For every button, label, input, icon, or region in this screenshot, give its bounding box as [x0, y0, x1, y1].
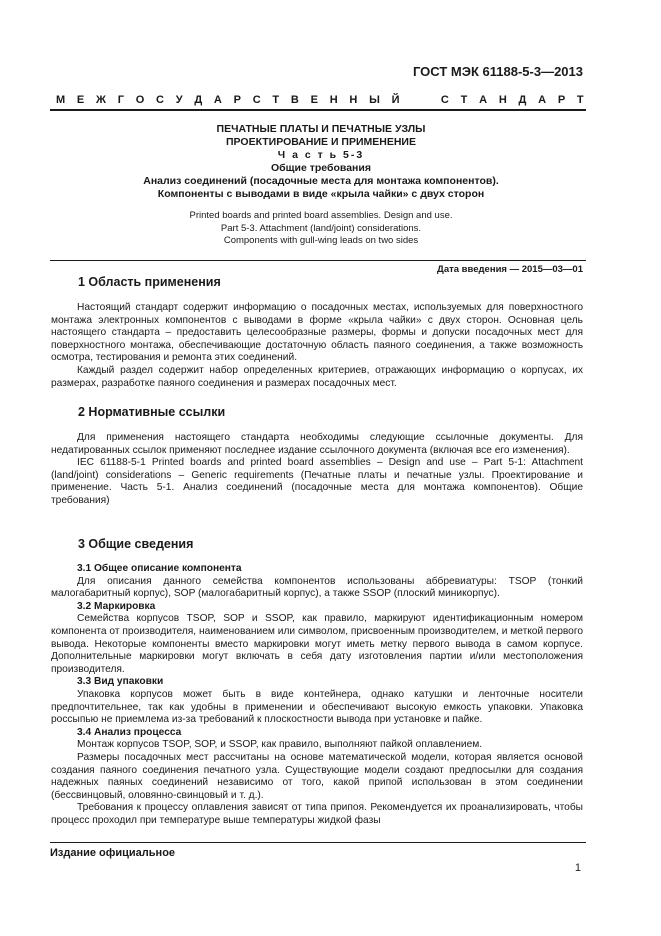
title-line-1: ПЕЧАТНЫЕ ПЛАТЫ И ПЕЧАТНЫЕ УЗЛЫ [216, 123, 426, 135]
banner-letter: У [175, 94, 183, 106]
banner-letter [411, 94, 414, 106]
section-2-paragraph-1: Для применения настоящего стандарта необходимы следующие ссылочные документы. Для недатированных ссылок применяют последнее издание ссылочного документа (включая все его изменения). [51, 432, 583, 456]
banner-letter: Т [576, 94, 584, 106]
banner-letter: Т [272, 94, 280, 106]
banner-letter: Ы [369, 94, 380, 106]
banner-letter: С [252, 94, 261, 106]
banner-letter: С [440, 94, 449, 106]
banner-letter: Е [310, 94, 318, 106]
title-line-5: Анализ соединений (посадочные места для монтажа компонентов). [143, 175, 499, 187]
english-title-line-3: Components with gull-wing leads on two sides [223, 235, 419, 246]
english-title-line-2: Part 5-3. Attachment (land/joint) considerations. [220, 222, 422, 234]
banner-letter: Г [117, 94, 124, 106]
section-1-heading: 1 Область применения [78, 275, 221, 289]
section-1-paragraph-1: Настоящий стандарт содержит информацию о посадочных местах, используемых для поверхностного монтажа электронных компонентов с выводами в форме «крыла чайки» с двух сторон. Основная цель настоящего стандарта – предоставить целесообразные размеры, формы и допуски посадочных мест для поверхностного монтажа, обеспечивающие достаточную область паяного соединения, а также возможность осмотра, тестирования и ремонта этих соединений. [51, 302, 583, 364]
banner-letter: А [538, 94, 547, 106]
standard-code: ГОСТ МЭК 61188-5-3—2013 [412, 64, 583, 79]
banner-letter: М [56, 94, 66, 106]
section-3-body [51, 563, 583, 827]
section-2-paragraph-2: IEC 61188-5-1 Printed boards and printed board assemblies – Design and use – Part 5-1: Attachment (land/joint) considerations – Generic requirements (Печатные платы и печатные узлы. Проектирование и применение. Часть 5-1. Анализ соединений (посадочные места для монтажа компонентов). Общие требования) [51, 457, 583, 506]
subsection-3-2-title: 3.2 Маркировка [77, 600, 156, 612]
banner-letter: Н [329, 94, 338, 106]
subsection-3-3-title: 3.3 Вид упаковки [77, 676, 164, 688]
section-3-heading: 3 Общие сведения [78, 537, 194, 551]
title-line-6: Компоненты с выводами в виде «крыла чайки» с двух сторон [157, 188, 485, 200]
title-rule [50, 260, 586, 261]
standard-banner [56, 94, 584, 106]
english-title [60, 210, 582, 248]
banner-letter: С [156, 94, 164, 106]
banner-letter [426, 94, 429, 106]
subsection-3-1-text: Для описания данного семейства компонентов использованы аббревиатуры: TSOP (тонкий малогабаритный корпус), SOP (малогабаритный корпус), а также SSOP (плоский миникорпус). [51, 575, 583, 600]
banner-letter: Р [233, 94, 241, 106]
banner-letter: Т [460, 94, 468, 106]
footer-rule [50, 842, 586, 843]
banner-letter: А [213, 94, 222, 106]
introduction-date: Дата введения — 2015—03—01 [437, 264, 583, 275]
section-2-body [51, 432, 583, 508]
banner-letter: Н [349, 94, 358, 106]
subsection-3-2-text: Семейства корпусов TSOP, SOP и SSOP, как правило, маркируют идентификационным номером компонента от производителя, наименованием или символом, присвоенным производителем, и меткой первого вывода. Некоторые компоненты вместо маркировки могут иметь метку первого вывода в самом корпусе. Дополнительные маркировки могут включать в себя дату изготовления партии и/или местоположения производителя. [51, 613, 583, 675]
banner-letter: Д [518, 94, 527, 106]
banner-letter: Р [557, 94, 566, 106]
subsection-3-3-text: Упаковка корпусов может быть в виде контейнера, однако катушки и ленточные носители предпочтительнее, так как удобны в применении и обеспечивают высокую емкость упаковки. Упаковка россыпью не приемлема из-за требований к плоскостности вывода при установке и пайке. [51, 688, 583, 726]
title-line-2: ПРОЕКТИРОВАНИЕ И ПРИМЕНЕНИЕ [226, 136, 416, 148]
section-1-paragraph-2: Каждый раздел содержит набор определенных критериев, отражающих информацию о корпусах, их размерах, разработке паяного соединения и размерах посадочных мест. [51, 364, 583, 389]
official-edition-label: Издание официальное [50, 847, 176, 859]
banner-letter: Д [194, 94, 203, 106]
title-line-3: Ч а с т ь 5-3 [277, 149, 365, 161]
section-2-heading: 2 Нормативные ссылки [78, 405, 226, 419]
banner-letter: В [290, 94, 299, 106]
banner-letter: О [135, 94, 145, 106]
subsection-3-4-paragraph-1: Монтаж корпусов TSOP, SOP, и SSOP, как правило, выполняют пайкой оплавлением. [77, 739, 483, 751]
banner-letter: Й [391, 94, 400, 106]
subsection-3-4-paragraph-2: Размеры посадочных мест рассчитаны на основе математической модели, которая является основой создания паяного соединения печатного узла. Существующие модели создают предпосылки для создания надежных паяных соединений независимо от того, какой припой использован в этом соединении (бессвинцовый, оловянно-свинцовый и т. д.). [51, 751, 583, 801]
page-number: 1 [574, 862, 581, 874]
banner-letter: Ж [96, 94, 106, 106]
banner-letter: Н [498, 94, 507, 106]
subsection-3-1-title: 3.1 Общее описание компонента [77, 563, 242, 574]
subsection-3-4-paragraph-3: Требования к процессу оплавления зависят от типа припоя. Рекомендуется их проанализировать, чтобы процесс проходил при температуре выше температуры жидкой фазы [51, 802, 583, 826]
banner-letter: Е [76, 94, 85, 106]
subsection-3-4-title: 3.4 Анализ процесса [77, 726, 182, 738]
section-1-body [51, 302, 583, 390]
english-title-line-1: Printed boards and printed board assemblies. Design and use. [189, 210, 453, 221]
banner-letter: А [479, 94, 488, 106]
banner-rule [50, 109, 586, 111]
title-line-4: Общие требования [271, 162, 371, 174]
title-block [60, 123, 582, 201]
